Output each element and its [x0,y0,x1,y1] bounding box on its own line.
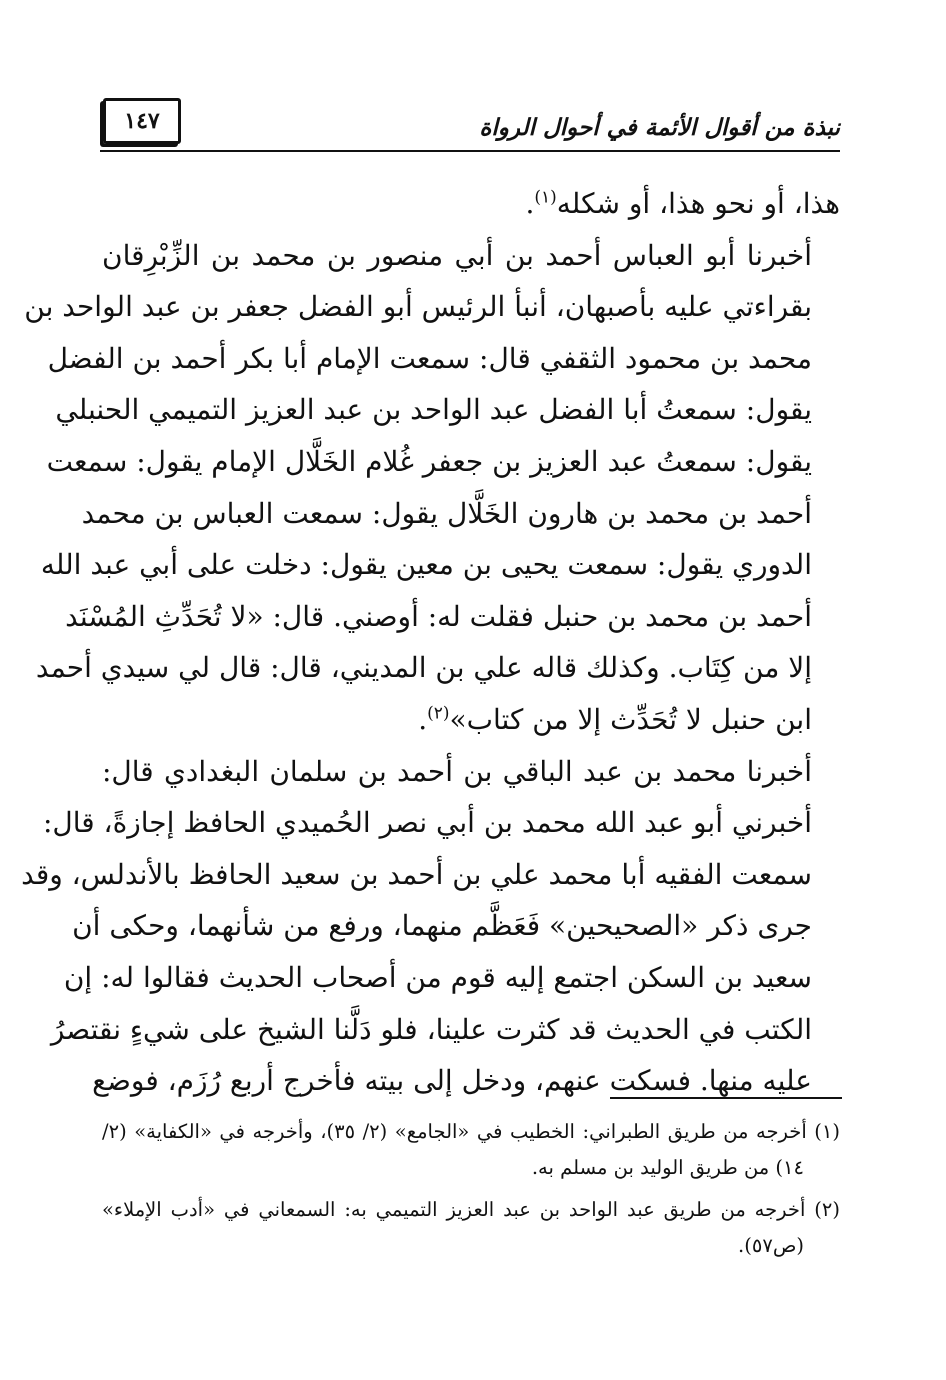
paragraph-2 [24,230,840,746]
text-line: الدوري يقول: سمعت يحيى بن معين يقول: دخلت على أبي عبد الله [40,548,812,582]
text-line: بقراءتي عليه بأصبهان، أنبأ الرئيس أبو الفضل جعفر بن عبد الواحد بن [24,290,812,324]
main-text [21,178,840,1107]
text-line: أخبرنا محمد بن عبد الباقي بن أحمد بن سلمان البغدادي قال: [102,754,812,788]
text-line: أحمد بن محمد بن هارون الخَلَّال يقول: سمعت العباس بن محمد [81,496,812,530]
text-line: يقول: سمعتُ عبد العزيز بن جعفر غُلام الخَلَّال الإمام يقول: سمعت [46,444,812,478]
text-line: محمد بن محمود الثقفي قال: سمعت الإمام أبا بكر أحمد بن الفضل [47,341,812,375]
footnote-2 [102,1192,840,1264]
header-divider [100,150,840,152]
footnote-line: ١٤) من طريق الوليد بن مسلم به. [531,1156,804,1179]
paragraph-3 [21,746,840,1107]
footnote-divider [610,1097,842,1099]
footnote-ref-2[interactable]: (٢) [427,703,450,724]
text-line: جرى ذكر «الصحيحين» فَعَظَّم منهما، ورفع من شأنهما، وحكى أن [72,909,812,943]
text-line: الكتب في الحديث قد كثرت علينا، فلو دَلَّنا الشيخ على شيءٍ نقتصرُ [50,1012,812,1046]
footnotes [102,1114,840,1270]
footnote-line: (١) أخرجه من طريق الطبراني: الخطيب في «الجامع» (٢/ ٣٥)، وأخرجه في «الكفاية» (٢/ [102,1120,840,1143]
text-line: سمعت الفقيه أبا محمد علي بن أحمد بن سعيد الحافظ بالأندلس، وقد [21,857,812,891]
footnote-ref-1[interactable]: (١) [534,187,557,208]
header-title: نبذة من أقوال الأئمة في أحوال الرواة [479,114,840,141]
text-line: أخبرنا أبو العباس أحمد بن أبي منصور بن محمد بن الزِّبْرِقان [102,238,812,272]
running-header [100,96,840,152]
text-line: إلا من كِتَاب. وكذلك قاله علي بن المديني، قال: قال لي سيدي أحمد [35,651,812,685]
text-line: سعيد بن السكن اجتمع إليه قوم من أصحاب الحديث فقالوا له: إن [63,960,812,994]
text-line: أخبرني أبو عبد الله محمد بن أبي نصر الحُميدي الحافظ إجازةً، قال: [42,806,812,840]
paragraph-1 [102,178,840,230]
text-line: أحمد بن محمد بن حنبل فقلت له: أوصني. قال: «لا تُحَدِّثِ المُسْنَد [65,599,812,633]
footnote-line: (ص٥٧). [738,1234,804,1257]
text-line: عليه منها. فسكت عنهم، ودخل إلى بيته فأخرج أربع رُزَم، فوضع [92,1064,812,1098]
text-line: هذا، أو نحو هذا، أو شكله$^{(١)}$. [525,187,840,220]
footnote-1 [102,1114,840,1186]
footnote-line: (٢) أخرجه من طريق عبد الواحد بن عبد العزيز التميمي به: السمعاني في «أدب الإملاء» [102,1198,840,1221]
text-line: ابن حنبل لا تُحَدِّث إلا من كتاب»$^{(٢)}$. [418,702,812,736]
text-line: يقول: سمعتُ أبا الفضل عبد الواحد بن عبد العزيز التميمي الحنبلي [55,393,812,427]
page-number: ١٤٧ [103,98,181,144]
